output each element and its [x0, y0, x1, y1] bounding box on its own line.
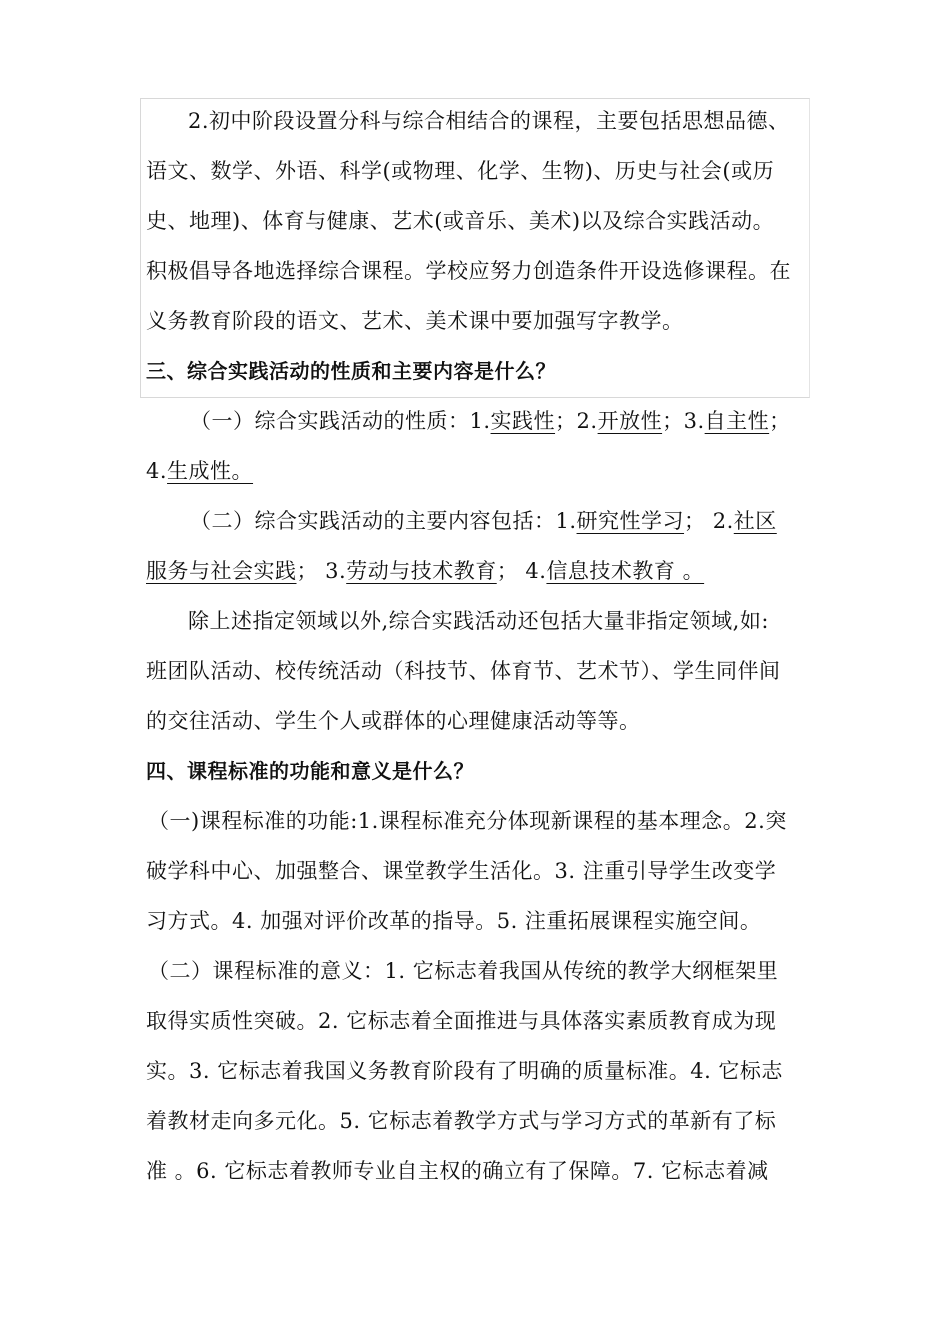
nature-prefix: （一）综合实践活动的性质：1. — [190, 409, 491, 433]
content-prefix: （二）综合实践活动的主要内容包括：1. — [190, 509, 577, 533]
paragraph-line: 准 。6. 它标志着教师专业自主权的确立有了保障。7. 它标志着减 — [146, 1159, 769, 1183]
paragraph-line: 破学科中心、加强整合、课堂教学生活化。3. 注重引导学生改变学 — [146, 859, 777, 883]
blank-answer: 自主性 — [704, 409, 770, 433]
separator: ；3. — [662, 409, 705, 433]
section-heading: 四、课程标准的功能和意义是什么？ — [146, 759, 474, 783]
paragraph-line: 语文、数学、外语、科学(或物理、化学、生物)、历史与社会(或历 — [146, 159, 775, 183]
blank-answer: 开放性 — [597, 409, 663, 433]
blank-answer: 劳动与技术教育 — [346, 559, 497, 583]
blank-answer: 实践性 — [490, 409, 556, 433]
item-number: 4. — [146, 459, 168, 483]
paragraph-line: 取得实质性突破。2. 它标志着全面推进与具体落实素质教育成为现 — [146, 1009, 777, 1033]
nature-line — [190, 406, 791, 436]
paragraph-line: 实。3. 它标志着我国义务教育阶段有了明确的质量标准。4. 它标志 — [146, 1059, 783, 1083]
paragraph-line: 积极倡导各地选择综合课程。学校应努力创造条件开设选修课程。在 — [146, 259, 791, 283]
paragraph-line: 着教材走向多元化。5. 它标志着教学方式与学习方式的革新有了标 — [146, 1109, 777, 1133]
paragraph-line: 2.初中阶段设置分科与综合相结合的课程，主要包括思想品德、 — [188, 109, 790, 133]
paragraph-line: 班团队活动、校传统活动（科技节、体育节、艺术节）、学生同伴间 — [146, 659, 781, 683]
paragraph-line: 的交往活动、学生个人或群体的心理健康活动等等。 — [146, 709, 641, 733]
content-line-2 — [146, 556, 704, 586]
paragraph-line: 除上述指定领域以外,综合实践活动还包括大量非指定领域,如: — [188, 609, 769, 633]
separator: ； 3. — [296, 559, 347, 583]
nature-line-2 — [146, 456, 253, 486]
content-line — [190, 506, 777, 536]
paragraph-line: （二）课程标准的意义：1. 它标志着我国从传统的教学大纲框架里 — [148, 959, 779, 983]
separator: ； 2. — [684, 509, 734, 533]
paragraph-line: （一)课程标准的功能:1.课程标准充分体现新课程的基本理念。2.突 — [148, 809, 787, 833]
blank-answer: 社区 — [733, 509, 777, 533]
blank-answer: 服务与社会实践 — [146, 559, 297, 583]
blank-answer: 研究性学习 — [576, 509, 685, 533]
section-heading: 三、综合实践活动的性质和主要内容是什么？ — [146, 359, 556, 383]
separator: ；2. — [555, 409, 598, 433]
blank-answer: 信息技术教育 。 — [546, 559, 705, 583]
paragraph-line: 义务教育阶段的语文、艺术、美术课中要加强写字教学。 — [146, 309, 684, 333]
blank-answer: 生成性。 — [167, 459, 254, 483]
text-frame — [140, 98, 810, 398]
paragraph-line: 习方式。4. 加强对评价改革的指导。5. 注重拓展课程实施空间。 — [146, 909, 762, 933]
separator: ； — [769, 409, 791, 433]
separator: ； 4. — [496, 559, 547, 583]
paragraph-line: 史、地理)、体育与健康、艺术(或音乐、美术)以及综合实践活动。 — [146, 209, 775, 233]
